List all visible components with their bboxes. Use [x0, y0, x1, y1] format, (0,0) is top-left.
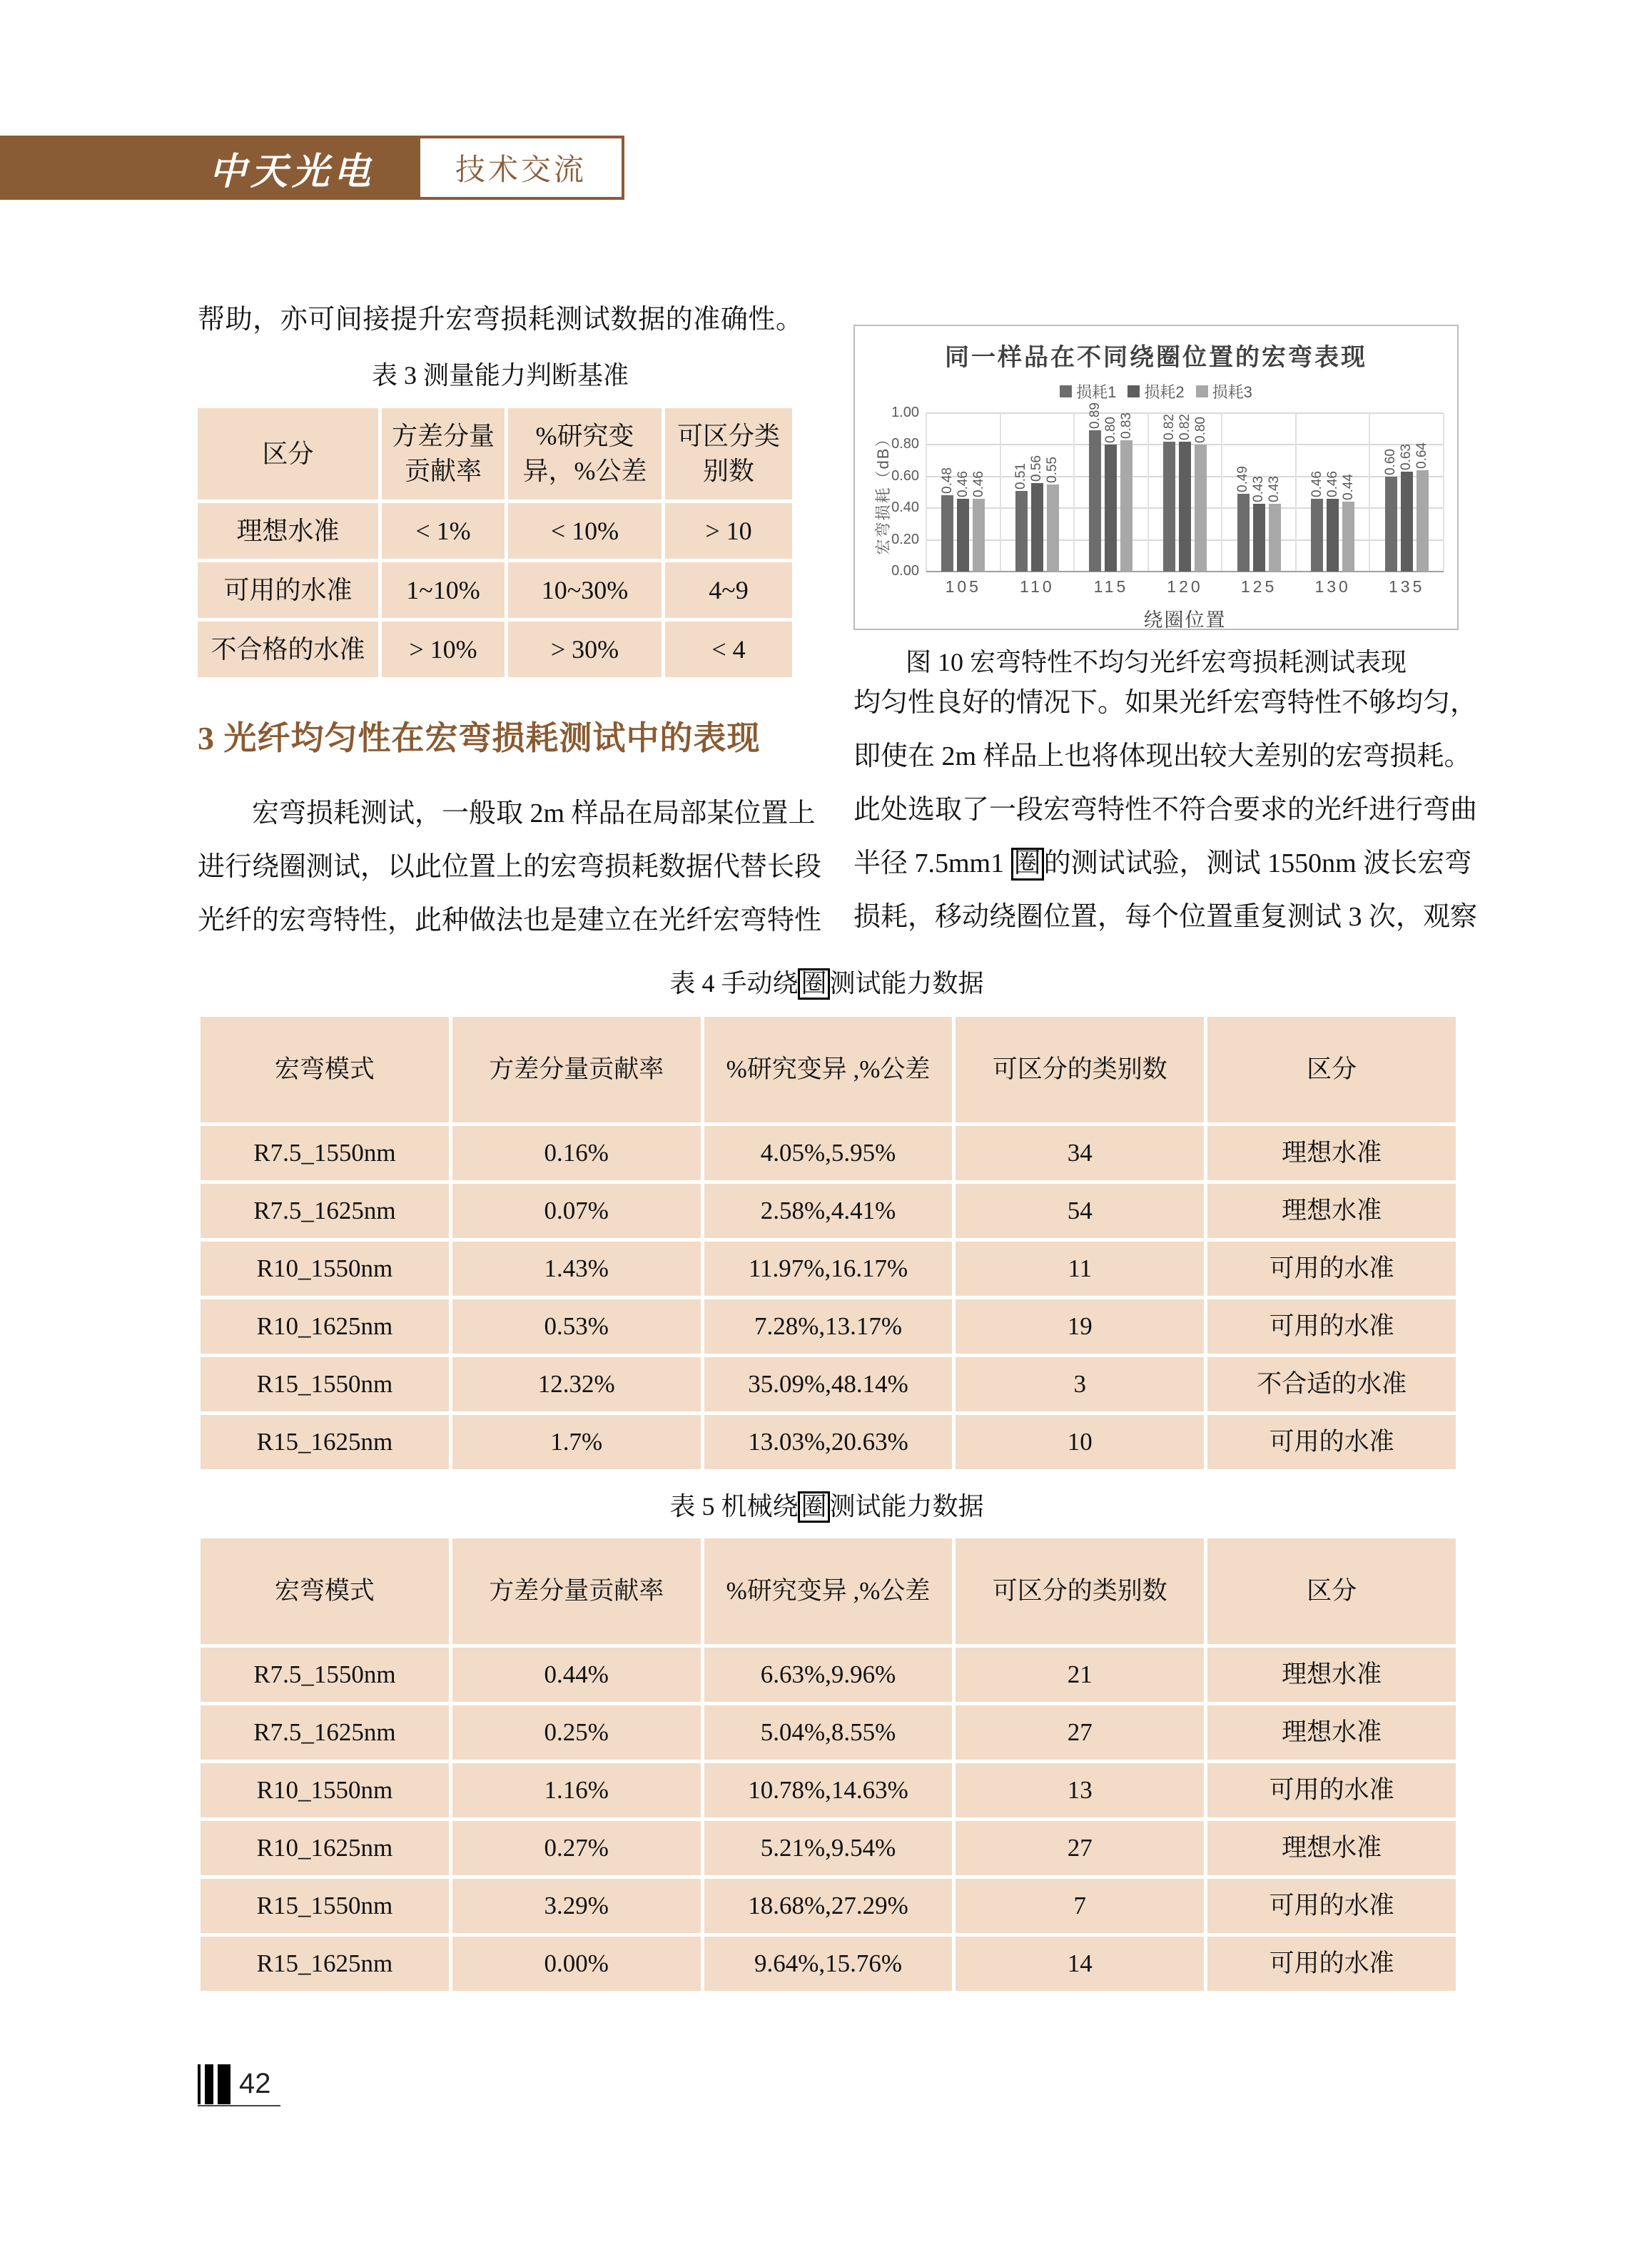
table-cell: 可用的水准 [1207, 1937, 1456, 1991]
figure-caption: 图 10 宏弯特性不均匀光纤宏弯损耗测试表现 [905, 648, 1407, 676]
gridline [1221, 413, 1222, 572]
column-header: 区分 [1207, 1538, 1456, 1644]
bar [1253, 504, 1265, 572]
bar [973, 499, 985, 572]
x-tick-label: 110 [1020, 577, 1055, 596]
bar [1401, 472, 1413, 572]
table-cell: 10~30% [508, 562, 662, 618]
paragraph-text: 的测试试验，测试 1550nm 波长宏弯 [1043, 848, 1472, 878]
bar [1163, 442, 1175, 572]
table-cell: 3.29% [452, 1879, 701, 1933]
table-cell: 12.32% [452, 1357, 701, 1411]
table-cell: < 10% [508, 503, 662, 559]
paragraph-line: 宏弯损耗测试，一般取 2m 样品在局部某位置上 [252, 798, 816, 828]
y-tick-label: 0.00 [891, 563, 919, 579]
bar [1417, 470, 1429, 572]
header-column-label: 技术交流 [455, 153, 587, 186]
y-tick-label: 0.40 [891, 499, 919, 516]
column-header: 区分 [1207, 1017, 1456, 1122]
bar [1179, 442, 1191, 572]
table-cell: 0.25% [452, 1705, 701, 1760]
bar [1342, 502, 1354, 572]
table-cell: 0.27% [452, 1821, 701, 1875]
column-header: %研究变异，%公差 [508, 408, 662, 499]
column-header: 方差分量贡献率 [452, 1538, 701, 1644]
bar-value-label: 0.44 [1340, 474, 1356, 501]
y-tick-label: 0.20 [891, 531, 919, 547]
table-cell: 10 [956, 1415, 1204, 1469]
table-cell: 理想水准 [198, 503, 378, 559]
bar-value-label: 0.46 [1324, 470, 1340, 497]
table-cell: 理想水准 [1207, 1821, 1456, 1875]
bar-value-label: 0.56 [1029, 455, 1045, 482]
brand-logo-text: 中天光电 [208, 149, 375, 193]
table-cell: 27 [956, 1821, 1204, 1875]
bar [1120, 440, 1132, 572]
x-tick-label: 115 [1093, 577, 1129, 596]
table-cell: R7.5_1550nm [201, 1126, 449, 1180]
caption-text: 表 4 手动绕 [669, 969, 799, 998]
table-cell: 理想水准 [1207, 1648, 1456, 1702]
bar-value-label: 0.80 [1192, 417, 1208, 444]
table-cell: 4.05%,5.95% [704, 1126, 953, 1180]
table-cell: R15_1625nm [201, 1937, 449, 1991]
table-cell: 可用的水准 [1207, 1415, 1456, 1469]
table3 [198, 408, 803, 677]
table-cell: R15_1550nm [201, 1357, 449, 1411]
y-tick-label: 1.00 [891, 405, 919, 420]
column-header: 宏弯模式 [201, 1017, 449, 1122]
legend-swatch [1196, 385, 1208, 397]
table-cell: 1.16% [452, 1763, 701, 1817]
gridline [1295, 413, 1297, 572]
table-cell: 可用的水准 [1207, 1879, 1456, 1933]
bar [1311, 499, 1323, 572]
table-cell: R7.5_1625nm [201, 1184, 449, 1238]
page-number: 42 [239, 2068, 271, 2099]
boxed-character: 圈 [1011, 848, 1044, 881]
table-cell: R15_1550nm [201, 1879, 449, 1933]
macrobend-chart [853, 325, 1459, 630]
table-cell: 可用的水准 [1207, 1242, 1456, 1296]
header-brand-band [0, 136, 417, 200]
bar-value-label: 0.82 [1177, 413, 1192, 440]
table-cell: 21 [956, 1648, 1204, 1702]
table-cell: 0.16% [452, 1126, 701, 1180]
gridline [1000, 413, 1001, 572]
table-cell: 7 [956, 1879, 1204, 1933]
bar [957, 499, 969, 572]
bar-value-label: 0.46 [955, 470, 971, 497]
table-cell: 13.03%,20.63% [704, 1415, 953, 1469]
x-tick-label: 135 [1389, 577, 1425, 596]
legend-label: 损耗3 [1212, 383, 1252, 401]
bar [1031, 483, 1043, 572]
paragraph-line: 此处选取了一段宏弯特性不符合要求的光纤进行弯曲 [853, 795, 1478, 825]
bar-value-label: 0.46 [1309, 470, 1324, 497]
table-cell: < 4 [665, 622, 792, 677]
legend-label: 损耗1 [1076, 383, 1117, 401]
table-cell: 0.00% [452, 1937, 701, 1991]
table-cell: 理想水准 [1207, 1126, 1456, 1180]
table4-caption [198, 963, 1456, 1000]
bar [1237, 494, 1250, 572]
bar-value-label: 0.51 [1013, 462, 1029, 490]
bar-value-label: 0.80 [1103, 417, 1118, 444]
gridline [926, 413, 927, 572]
bar-value-label: 0.82 [1161, 413, 1177, 440]
table-cell: 可用的水准 [1207, 1763, 1456, 1817]
bar [1269, 504, 1281, 572]
table-cell: < 1% [382, 503, 505, 559]
bar [1385, 477, 1397, 572]
section-heading: 3 光纤均匀性在宏弯损耗测试中的表现 [198, 720, 761, 756]
table-cell: 0.44% [452, 1648, 701, 1702]
paragraph-text: 半径 7.5mm1 [853, 848, 1011, 878]
table-cell: 6.63%,9.96% [704, 1648, 953, 1702]
column-header: 可区分的类别数 [956, 1538, 1204, 1644]
boxed-character: 圈 [798, 968, 829, 1000]
paragraph-line: 损耗，移动绕圈位置，每个位置重复测试 3 次，观察 [853, 902, 1478, 932]
bar-value-label: 0.49 [1235, 466, 1251, 493]
table-cell: 1~10% [382, 562, 505, 618]
column-header: 可区分的类别数 [956, 1017, 1204, 1122]
boxed-character: 圈 [798, 1491, 829, 1523]
table-cell: 14 [956, 1937, 1204, 1991]
y-tick-label: 0.80 [891, 436, 919, 452]
table-cell: R7.5_1550nm [201, 1648, 449, 1702]
gridline [1443, 413, 1444, 572]
bar [1327, 499, 1339, 572]
x-tick-label: 125 [1240, 577, 1277, 596]
table-cell: > 30% [508, 622, 662, 677]
table-cell: 9.64%,15.76% [704, 1937, 953, 1991]
table-cell: 5.21%,9.54% [704, 1821, 953, 1875]
bar-value-label: 0.89 [1087, 402, 1103, 430]
table-cell: R15_1625nm [201, 1415, 449, 1469]
bar-value-label: 0.48 [939, 467, 955, 494]
table4 [201, 1017, 1456, 1469]
table-cell: 34 [956, 1126, 1204, 1180]
table-cell: 10.78%,14.63% [704, 1763, 953, 1817]
bar-value-label: 0.83 [1118, 412, 1134, 439]
x-tick-label: 105 [945, 577, 981, 596]
bar-value-label: 0.43 [1251, 475, 1267, 502]
table-cell: 理想水准 [1207, 1184, 1456, 1238]
table-cell: 11 [956, 1242, 1204, 1296]
table5 [201, 1538, 1456, 1991]
bar-value-label: 0.46 [971, 470, 986, 497]
table-cell: 0.07% [452, 1184, 701, 1238]
header-column-box [417, 136, 624, 200]
chart-legend [855, 380, 1457, 402]
table-cell: > 10% [382, 622, 505, 677]
x-tick-label: 130 [1314, 577, 1351, 596]
chart-plot-area [891, 402, 1444, 596]
table-cell: 1.7% [452, 1415, 701, 1469]
table-cell: 不合适的水准 [1207, 1357, 1456, 1411]
table-cell: 不合格的水准 [198, 622, 378, 677]
table-cell: 1.43% [452, 1242, 701, 1296]
column-header: 方差分量贡献率 [452, 1017, 701, 1122]
table-cell: R7.5_1625nm [201, 1705, 449, 1760]
y-axis-title: 宏弯损耗（dB） [874, 430, 892, 555]
table-cell: R10_1625nm [201, 1821, 449, 1875]
paragraph-line [853, 837, 1472, 891]
table-cell: 5.04%,8.55% [704, 1705, 953, 1760]
chart-title: 同一样品在不同绕圈位置的宏弯表现 [945, 344, 1367, 371]
table-cell: 7.28%,13.17% [704, 1299, 953, 1354]
left-paragraph [198, 787, 822, 948]
page-number-bars-icon [198, 2064, 230, 2104]
table-cell: 4~9 [665, 562, 792, 618]
gridline [1369, 413, 1370, 572]
column-header: %研究变异 ,%公差 [704, 1538, 953, 1644]
bar-value-label: 0.60 [1383, 448, 1399, 475]
column-header: 宏弯模式 [201, 1538, 449, 1644]
bar-value-label: 0.43 [1267, 475, 1282, 502]
y-tick-label: 0.60 [891, 467, 919, 484]
table5-caption [198, 1486, 1456, 1523]
caption-text: 测试能力数据 [829, 969, 984, 998]
bar [1105, 445, 1117, 572]
table3-caption: 表 3 测量能力判断基准 [371, 361, 629, 390]
table-cell: R10_1550nm [201, 1242, 449, 1296]
bar [1047, 485, 1059, 572]
bar-value-label: 0.55 [1045, 456, 1060, 483]
x-tick-label: 120 [1167, 577, 1203, 596]
x-axis-title: 绕圈位置 [1143, 609, 1227, 631]
table-cell: 理想水准 [1207, 1705, 1456, 1760]
table-cell: R10_1625nm [201, 1299, 449, 1354]
legend-swatch [1060, 385, 1072, 397]
paragraph-line: 即使在 2m 样品上也将体现出较大差别的宏弯损耗。 [853, 741, 1471, 771]
table-cell: 27 [956, 1705, 1204, 1760]
paragraph-line: 光纤的宏弯特性，此种做法也是建立在光纤宏弯特性 [198, 906, 822, 935]
column-header: 区分 [198, 408, 378, 499]
bar-value-label: 0.64 [1414, 442, 1430, 469]
paragraph-line: 均匀性良好的情况下。如果光纤宏弯特性不够均匀， [853, 688, 1478, 718]
table-cell: 可用的水准 [1207, 1299, 1456, 1354]
intro-paragraph: 帮助，亦可间接提升宏弯损耗测试数据的准确性。 [198, 305, 803, 335]
right-paragraph [853, 676, 1478, 944]
table-cell: 19 [956, 1299, 1204, 1354]
legend-label: 损耗2 [1144, 383, 1185, 401]
table-cell: 2.58%,4.41% [704, 1184, 953, 1238]
bar-value-label: 0.63 [1399, 444, 1414, 471]
table-cell: R10_1550nm [201, 1763, 449, 1817]
table-cell: 11.97%,16.17% [704, 1242, 953, 1296]
caption-text: 表 5 机械绕 [669, 1492, 799, 1521]
column-header: 方差分量贡献率 [382, 408, 505, 499]
table-cell: > 10 [665, 503, 792, 559]
footer-rule [198, 2105, 280, 2106]
table-cell: 54 [956, 1184, 1204, 1238]
paragraph-line: 进行绕圈测试，以此位置上的宏弯损耗数据代替长段 [198, 852, 822, 882]
caption-text: 测试能力数据 [829, 1492, 984, 1521]
table-cell: 13 [956, 1763, 1204, 1817]
bar [1195, 445, 1207, 572]
column-header: 可区分类别数 [665, 408, 792, 499]
table-cell: 18.68%,27.29% [704, 1879, 953, 1933]
table-cell: 35.09%,48.14% [704, 1357, 953, 1411]
table-cell: 可用的水准 [198, 562, 378, 618]
column-header: %研究变异 ,%公差 [704, 1017, 953, 1122]
gridline [1147, 413, 1149, 572]
bar [1089, 430, 1101, 572]
bar [941, 495, 953, 572]
table-cell: 3 [956, 1357, 1204, 1411]
table-cell: 0.53% [452, 1299, 701, 1354]
bar [1015, 491, 1028, 572]
gridline [1073, 413, 1075, 572]
